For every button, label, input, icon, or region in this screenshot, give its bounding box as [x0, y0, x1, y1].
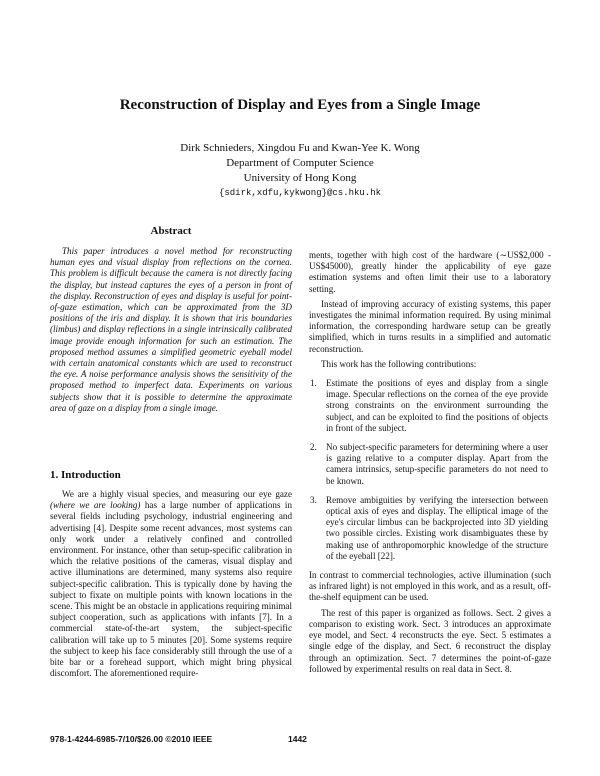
list-item-number: 3. [310, 494, 317, 505]
list-item-text: No subject-specific parameters for determining where a user is gazing relative to a computer display. Apart from the camera intrinsics, setup-specific parameters do not need to be known. [326, 442, 548, 486]
intro-text-1: We are a highly visual species, and measuring our eye gaze [62, 489, 292, 499]
list-item-text: Estimate the positions of eyes and display from a single image. Specular reflections on the cornea of the eye provide strong constraints on the environment surrounding the subject, and can be exploited to find the positions of objects in front of the subject. [326, 378, 548, 433]
intro-text-2: has a large number of applications in several fields including psychology, industrial engineering and advertising [4]. Despite some recent advances, most systems can only work under a relatively confined and controlled environment. For instance, other than setup-specific calibration in which the relative positions of the cameras, visual display and active illuminations are determined, many systems also require subject-specific calibration. This is typically done by having the subject to fixate on multiple points with known locations in the scene. This might be an obstacle in applications requiring minimal subject cooperation, such as applications with infants [7]. In a commercial state-of-the-art system, the subject-specific calibration will take up to 5 minutes [20]. Some systems require the subject to keep his face considerably still through the use of a bite bar or a forehead support, which might bring physical discomfort. The aforementioned require- [50, 500, 292, 679]
page-number: 1442 [288, 734, 307, 744]
university: University of Hong Kong [243, 172, 357, 184]
list-item-number: 2. [310, 442, 317, 453]
list-item-text: Remove ambiguities by verifying the intersection between optical axis of eyes and display. The elliptical image of the eye's circular limbus can be backprojected into 3D yielding two possible circles. Existing work disambiguates these by making use of anthropomorphic knowledge of the structure of the eyeball [22]. [326, 494, 548, 561]
introduction-heading: 1. Introduction [50, 469, 121, 481]
author-email: {sdirk,xdfu,kykwong}@cs.hku.hk [218, 188, 382, 198]
contributions-list [309, 378, 551, 562]
right-paragraph-5: The rest of this paper is organized as follows. Sect. 2 gives a comparison to existing work. Sect. 3 introduces an approximate eye model, and Sect. 4 reconstructs the eye. Sect. 5 estimates a single edge of the display, and Sect. 6 reconstruct the display through an optimization. Sect. 7 determines the point-of-gaze followed by experimental results on real data in Sect. 8. [309, 607, 551, 674]
right-paragraph-3: This work has the following contributions: [321, 358, 477, 369]
author-block [0, 141, 600, 201]
right-paragraph-2: Instead of improving accuracy of existing systems, this paper investigates the minimal information required. By using minimal information, the corresponding hardware setup can be greatly simplified, which in turns results in a simplified and automatic reconstruction. [309, 298, 551, 354]
paper-title: Reconstruction of Display and Eyes from a Single Image [119, 97, 481, 113]
right-paragraph-4: In contrast to commercial technologies, active illumination (such as infrared light) is not employed in this work, and as a result, off-the-shelf equipment can be used. [309, 570, 551, 603]
abstract-text: This paper introduces a novel method for reconstructing human eyes and visual display from reflections on the cornea. This problem is difficult because the camera is not directly facing the display, but instead captures the eyes of a person in front of the display. Reconstruction of eyes and display is useful for point-of-gaze estimation, which can be approximated from the 3D positions of the iris and display. It is shown that iris boundaries (limbus) and display reflections in a single intrinsically calibrated image provide enough information for such an estimation. The proposed method assumes a simplified geometric eyeball model with certain anatomical constants which are used to reconstruct the eye. A noise performance analysis shows the sensitivity of the proposed method to imperfect data. Experiments on various subjects show that it is possible to determine the approximate area of gaze on a display from a single image. [50, 246, 292, 413]
introduction-paragraph [50, 489, 292, 679]
introduction-body [50, 489, 292, 679]
right-paragraph-continued: ments, together with high cost of the hardware (∼US$2,000 - US$45000), greatly hinder the applicability of eye gaze estimation systems and often limit their use to a laboratory setting. [309, 250, 551, 294]
abstract-body [50, 246, 292, 414]
footer-isbn: 978-1-4244-6985-7/10/$26.00 ©2010 IEEE [50, 734, 213, 744]
department: Department of Computer Science [226, 157, 374, 169]
list-item [309, 378, 551, 434]
author-names: Dirk Schnieders, Xingdou Fu and Kwan-Yee K. Wong [180, 142, 420, 154]
list-item [309, 495, 551, 562]
right-column [309, 250, 551, 675]
intro-italic-text: (where we are looking) [50, 500, 141, 511]
list-item-number: 1. [310, 378, 317, 389]
list-item [309, 442, 551, 487]
abstract-heading: Abstract [150, 225, 192, 237]
